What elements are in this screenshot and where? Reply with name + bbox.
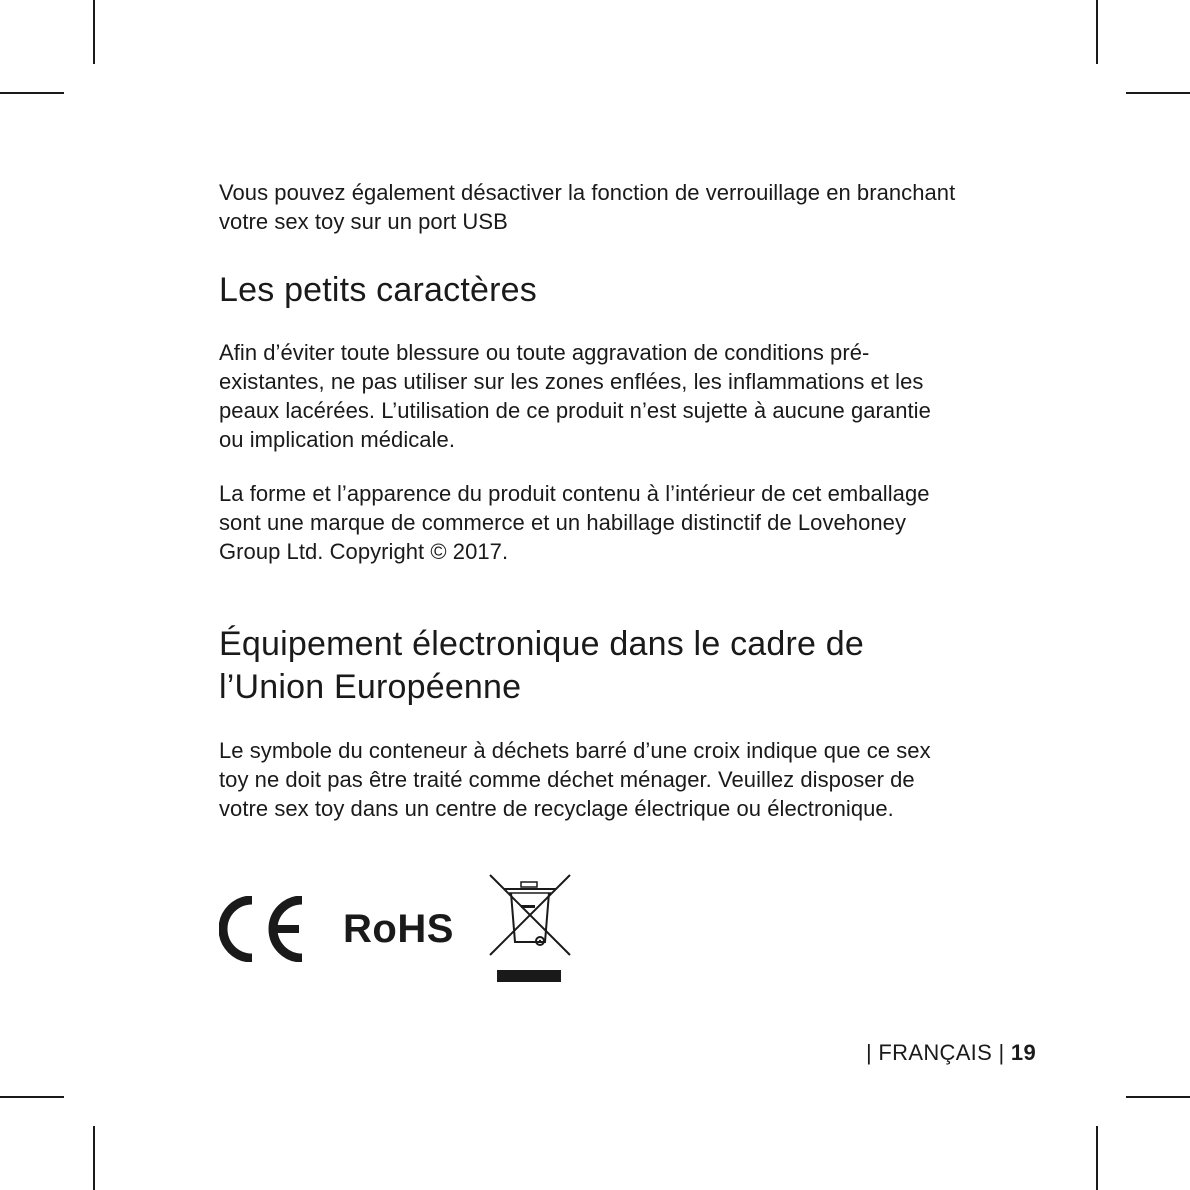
heading-line: Équipement électronique dans le cadre de [219, 625, 864, 663]
paragraph-line: La forme et l’apparence du produit contenu à l’intérieur de cet emballage [219, 481, 930, 506]
crop-mark-bottom-right-horizontal [1126, 1096, 1190, 1098]
ce-mark-icon [219, 896, 311, 962]
page-number: 19 [1010, 1040, 1036, 1065]
eu-equipment-paragraph [219, 736, 931, 823]
crop-mark-top-left-horizontal [0, 92, 64, 94]
heading-line: l’Union Européenne [219, 668, 522, 706]
paragraph-line: Afin d’éviter toute blessure ou toute aggravation de conditions pré- [219, 340, 870, 365]
crop-mark-top-right-vertical [1096, 0, 1098, 64]
small-print-paragraph-safety [219, 338, 931, 454]
page-footer [866, 1038, 1036, 1067]
paragraph-line: peaux lacérées. L’utilisation de ce produit n’est sujette à aucune garantie [219, 398, 931, 423]
paragraph-line: Le symbole du conteneur à déchets barré d’une croix indique que ce sex [219, 738, 931, 763]
crop-mark-top-left-vertical [93, 0, 95, 64]
small-print-paragraph-copyright [219, 479, 930, 566]
intro-paragraph [219, 178, 955, 236]
small-print-heading-text: Les petits caractères [219, 271, 537, 309]
crop-mark-bottom-left-vertical [93, 1126, 95, 1190]
rohs-label: RoHS [343, 907, 454, 951]
intro-line: Vous pouvez également désactiver la fonction de verrouillage en branchant [219, 180, 956, 205]
paragraph-line: toy ne doit pas être traité comme déchet ménager. Veuillez disposer de [219, 767, 915, 792]
crop-mark-top-right-horizontal [1126, 92, 1190, 94]
paragraph-line: sont une marque de commerce et un habillage distinctif de Lovehoney [219, 510, 906, 535]
paragraph-line: Group Ltd. Copyright © 2017. [219, 539, 509, 564]
compliance-logos [219, 872, 599, 992]
paragraph-line: existantes, ne pas utiliser sur les zones enflées, les inflammations et les [219, 369, 924, 394]
small-print-heading [219, 269, 537, 312]
crop-mark-bottom-right-vertical [1096, 1126, 1098, 1190]
intro-line: votre sex toy sur un port USB [219, 209, 508, 234]
footer-language-label: | FRANÇAIS | [866, 1040, 1005, 1065]
crossed-out-wheelie-bin-icon [485, 872, 575, 986]
crop-mark-bottom-left-horizontal [0, 1096, 64, 1098]
paragraph-line: ou implication médicale. [219, 427, 455, 452]
paragraph-line: votre sex toy dans un centre de recyclage électrique ou électronique. [219, 796, 894, 821]
eu-equipment-heading [219, 623, 864, 709]
